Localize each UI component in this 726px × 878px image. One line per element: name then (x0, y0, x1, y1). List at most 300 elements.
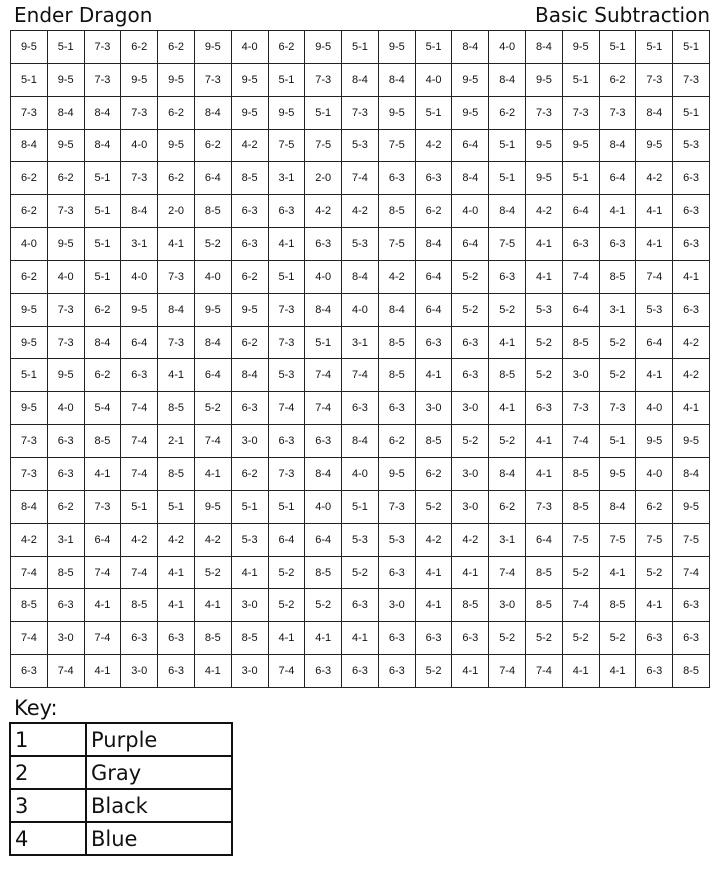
grid-cell: 8-4 (342, 425, 379, 458)
grid-cell: 7-4 (489, 557, 526, 590)
grid-cell: 8-5 (600, 589, 637, 622)
grid-cell: 6-3 (379, 162, 416, 195)
grid-cell: 6-3 (379, 622, 416, 655)
grid-cell: 6-2 (11, 261, 48, 294)
grid-cell: 4-2 (526, 195, 563, 228)
grid-cell: 4-2 (416, 524, 453, 557)
grid-cell: 3-1 (48, 524, 85, 557)
grid-cell: 4-1 (158, 228, 195, 261)
grid-cell: 7-3 (11, 97, 48, 130)
grid-cell: 5-3 (342, 228, 379, 261)
grid-cell: 6-3 (673, 228, 710, 261)
grid-cell: 4-1 (158, 589, 195, 622)
grid-cell: 6-2 (416, 195, 453, 228)
grid-cell: 6-3 (158, 655, 195, 688)
grid-cell: 7-3 (48, 327, 85, 360)
grid-cell: 8-4 (452, 162, 489, 195)
grid-cell: 4-1 (636, 359, 673, 392)
grid-cell: 4-2 (673, 359, 710, 392)
grid-cell: 3-0 (563, 359, 600, 392)
grid-cell: 8-5 (48, 557, 85, 590)
grid-cell: 7-4 (121, 425, 158, 458)
grid-cell: 4-2 (452, 524, 489, 557)
grid-cell: 9-5 (11, 327, 48, 360)
grid-cell: 3-1 (342, 327, 379, 360)
grid-cell: 5-1 (305, 327, 342, 360)
grid-cell: 9-5 (48, 228, 85, 261)
grid-cell: 7-4 (563, 261, 600, 294)
grid-cell: 7-4 (673, 557, 710, 590)
grid-cell: 8-5 (452, 589, 489, 622)
grid-cell: 8-4 (121, 195, 158, 228)
grid-cell: 4-1 (526, 261, 563, 294)
grid-cell: 6-3 (158, 622, 195, 655)
grid-cell: 4-1 (416, 589, 453, 622)
grid-cell: 3-0 (232, 589, 269, 622)
grid-cell: 6-3 (232, 392, 269, 425)
grid-cell: 8-4 (195, 97, 232, 130)
grid-cell: 8-4 (600, 491, 637, 524)
grid-cell: 5-1 (489, 162, 526, 195)
grid-cell: 5-1 (342, 491, 379, 524)
grid-cell: 5-1 (636, 31, 673, 64)
grid-cell: 7-4 (195, 425, 232, 458)
grid-cell: 4-0 (195, 261, 232, 294)
grid-cell: 7-4 (269, 392, 306, 425)
grid-cell: 8-4 (379, 294, 416, 327)
key-row (10, 789, 232, 822)
grid-cell: 3-0 (489, 589, 526, 622)
grid-cell: 9-5 (121, 294, 158, 327)
grid-cell: 3-1 (269, 162, 306, 195)
grid-cell: 7-3 (85, 64, 122, 97)
grid-cell: 6-3 (673, 162, 710, 195)
grid-cell: 7-4 (11, 622, 48, 655)
grid-cell: 4-1 (195, 458, 232, 491)
grid-cell: 9-5 (158, 130, 195, 163)
grid-cell: 6-3 (600, 228, 637, 261)
grid-cell: 7-4 (563, 589, 600, 622)
grid-cell: 8-5 (195, 195, 232, 228)
grid-cell: 6-3 (48, 458, 85, 491)
grid-cell: 6-3 (269, 195, 306, 228)
grid-cell: 8-4 (158, 294, 195, 327)
grid-cell: 9-5 (379, 31, 416, 64)
grid-cell: 5-2 (195, 228, 232, 261)
grid-cell: 8-4 (11, 130, 48, 163)
grid-cell: 7-3 (600, 392, 637, 425)
grid-cell: 8-5 (563, 327, 600, 360)
grid-cell: 3-0 (452, 458, 489, 491)
grid-cell: 7-5 (563, 524, 600, 557)
grid-cell: 5-2 (489, 622, 526, 655)
grid-cell: 6-2 (195, 130, 232, 163)
grid-cell: 5-4 (85, 392, 122, 425)
grid-cell: 6-3 (452, 359, 489, 392)
grid-cell: 8-5 (232, 622, 269, 655)
grid-cell: 9-5 (636, 425, 673, 458)
grid-cell: 4-1 (195, 655, 232, 688)
grid-cell: 8-5 (85, 425, 122, 458)
grid-cell: 9-5 (600, 458, 637, 491)
grid-cell: 9-5 (452, 97, 489, 130)
grid-cell: 4-0 (416, 64, 453, 97)
grid-cell: 8-4 (85, 327, 122, 360)
grid-cell: 8-5 (158, 392, 195, 425)
grid-cell: 4-2 (673, 327, 710, 360)
grid-cell: 6-3 (636, 622, 673, 655)
grid-cell: 4-1 (526, 425, 563, 458)
grid-cell: 9-5 (526, 162, 563, 195)
grid-cell: 5-1 (563, 162, 600, 195)
grid-cell: 8-5 (563, 491, 600, 524)
grid-cell: 9-5 (11, 31, 48, 64)
grid-cell: 4-0 (232, 31, 269, 64)
grid-cell: 5-1 (489, 130, 526, 163)
grid-cell: 6-2 (158, 162, 195, 195)
worksheet-title: Ender Dragon (14, 3, 153, 27)
grid-cell: 6-2 (269, 31, 306, 64)
grid-cell: 5-2 (342, 557, 379, 590)
grid-cell: 6-3 (379, 655, 416, 688)
grid-cell: 7-4 (269, 655, 306, 688)
grid-cell: 6-3 (342, 589, 379, 622)
grid-cell: 7-5 (379, 130, 416, 163)
grid-cell: 3-1 (489, 524, 526, 557)
grid-cell: 9-5 (673, 491, 710, 524)
grid-cell: 6-2 (636, 491, 673, 524)
key-number: 3 (10, 789, 86, 822)
grid-cell: 8-4 (11, 491, 48, 524)
grid-cell: 9-5 (195, 491, 232, 524)
grid-cell: 8-5 (158, 458, 195, 491)
grid-cell: 7-3 (673, 64, 710, 97)
grid-cell: 4-0 (48, 261, 85, 294)
grid-cell: 8-4 (342, 261, 379, 294)
grid-cell: 6-2 (158, 97, 195, 130)
grid-cell: 8-5 (526, 557, 563, 590)
grid-cell: 4-2 (342, 195, 379, 228)
grid-cell: 5-1 (121, 491, 158, 524)
grid-cell: 6-4 (85, 524, 122, 557)
grid-cell: 7-3 (342, 97, 379, 130)
grid-cell: 8-4 (452, 31, 489, 64)
grid-cell: 6-3 (305, 425, 342, 458)
grid-cell: 4-0 (636, 458, 673, 491)
grid-cell: 6-3 (269, 425, 306, 458)
grid-cell: 7-3 (121, 162, 158, 195)
grid-cell: 3-0 (121, 655, 158, 688)
grid-cell: 4-1 (563, 655, 600, 688)
grid-cell: 8-4 (673, 458, 710, 491)
grid-cell: 7-4 (636, 261, 673, 294)
grid-cell: 6-2 (232, 261, 269, 294)
grid-cell: 4-1 (269, 228, 306, 261)
grid-cell: 6-4 (305, 524, 342, 557)
grid-cell: 4-2 (158, 524, 195, 557)
grid-cell: 6-3 (379, 392, 416, 425)
grid-cell: 7-5 (305, 130, 342, 163)
grid-cell: 6-3 (305, 655, 342, 688)
grid-cell: 8-5 (526, 589, 563, 622)
grid-cell: 7-4 (563, 425, 600, 458)
grid-cell: 5-1 (269, 261, 306, 294)
grid-cell: 5-3 (342, 130, 379, 163)
grid-cell: 5-3 (379, 524, 416, 557)
grid-cell: 4-2 (11, 524, 48, 557)
grid-cell: 6-4 (269, 524, 306, 557)
grid-cell: 4-0 (636, 392, 673, 425)
grid-cell: 4-1 (342, 622, 379, 655)
key-color: Blue (86, 822, 232, 855)
grid-cell: 8-5 (563, 458, 600, 491)
grid-cell: 5-1 (11, 64, 48, 97)
key-number: 4 (10, 822, 86, 855)
grid-cell: 9-5 (158, 64, 195, 97)
grid-cell: 7-3 (305, 64, 342, 97)
grid-cell: 6-3 (11, 655, 48, 688)
grid-cell: 6-3 (48, 425, 85, 458)
grid-cell: 8-4 (379, 64, 416, 97)
grid-cell: 5-1 (11, 359, 48, 392)
grid-cell: 4-1 (636, 228, 673, 261)
grid-cell: 6-3 (526, 392, 563, 425)
grid-cell: 4-1 (526, 228, 563, 261)
grid-cell: 6-3 (673, 294, 710, 327)
grid-cell: 2-1 (158, 425, 195, 458)
grid-cell: 5-2 (416, 655, 453, 688)
grid-cell: 5-2 (452, 261, 489, 294)
grid-cell: 5-2 (489, 294, 526, 327)
grid-cell: 7-3 (636, 64, 673, 97)
grid-cell: 4-2 (416, 130, 453, 163)
grid-cell: 6-2 (489, 491, 526, 524)
grid-cell: 9-5 (452, 64, 489, 97)
grid-cell: 3-0 (232, 425, 269, 458)
grid-cell: 5-1 (305, 97, 342, 130)
grid-cell: 5-1 (600, 31, 637, 64)
grid-cell: 8-5 (600, 261, 637, 294)
grid-cell: 8-5 (195, 622, 232, 655)
grid-cell: 8-5 (379, 195, 416, 228)
grid-cell: 4-0 (121, 261, 158, 294)
grid-cell: 4-2 (636, 162, 673, 195)
grid-cell: 7-4 (526, 655, 563, 688)
grid-cell: 7-3 (48, 195, 85, 228)
grid-cell: 3-0 (452, 392, 489, 425)
subtraction-grid (10, 30, 710, 688)
grid-cell: 9-5 (526, 64, 563, 97)
grid-cell: 7-4 (121, 557, 158, 590)
grid-cell: 2-0 (305, 162, 342, 195)
grid-cell: 8-4 (489, 64, 526, 97)
grid-cell: 7-3 (563, 392, 600, 425)
grid-cell: 5-1 (269, 64, 306, 97)
grid-cell: 7-5 (379, 228, 416, 261)
grid-cell: 4-1 (600, 655, 637, 688)
grid-cell: 6-2 (232, 458, 269, 491)
grid-cell: 9-5 (195, 31, 232, 64)
grid-cell: 6-2 (11, 162, 48, 195)
grid-cell: 6-3 (342, 392, 379, 425)
grid-cell: 7-3 (563, 97, 600, 130)
grid-cell: 4-1 (452, 655, 489, 688)
grid-cell: 3-1 (121, 228, 158, 261)
grid-cell: 3-0 (48, 622, 85, 655)
grid-cell: 9-5 (379, 97, 416, 130)
grid-cell: 4-1 (85, 655, 122, 688)
grid-cell: 6-2 (416, 458, 453, 491)
grid-cell: 9-5 (563, 130, 600, 163)
grid-cell: 7-4 (48, 655, 85, 688)
key-row (10, 822, 232, 855)
grid-cell: 8-5 (232, 162, 269, 195)
grid-cell: 3-1 (600, 294, 637, 327)
grid-cell: 5-2 (526, 622, 563, 655)
grid-cell: 4-0 (452, 195, 489, 228)
grid-cell: 9-5 (48, 359, 85, 392)
grid-cell: 4-1 (673, 261, 710, 294)
grid-cell: 6-3 (232, 195, 269, 228)
grid-cell: 8-4 (636, 97, 673, 130)
grid-cell: 6-2 (85, 359, 122, 392)
page-header (0, 0, 726, 30)
grid-cell: 5-2 (452, 294, 489, 327)
grid-cell: 5-3 (636, 294, 673, 327)
grid-cell: 7-3 (158, 327, 195, 360)
grid-cell: 5-1 (85, 228, 122, 261)
grid-cell: 9-5 (563, 31, 600, 64)
grid-cell: 6-3 (563, 228, 600, 261)
grid-cell: 7-5 (673, 524, 710, 557)
grid-cell: 5-2 (305, 589, 342, 622)
grid-cell: 4-1 (158, 359, 195, 392)
grid-cell: 3-0 (232, 655, 269, 688)
grid-cell: 8-4 (600, 130, 637, 163)
key-label: Key: (14, 696, 58, 720)
grid-cell: 7-4 (121, 458, 158, 491)
worksheet-subtitle: Basic Subtraction (535, 3, 710, 27)
grid-cell: 6-2 (48, 491, 85, 524)
grid-cell: 6-3 (416, 162, 453, 195)
grid-cell: 5-2 (600, 359, 637, 392)
grid-cell: 6-3 (673, 622, 710, 655)
grid-cell: 4-1 (85, 458, 122, 491)
grid-cell: 6-4 (416, 261, 453, 294)
grid-cell: 4-1 (232, 557, 269, 590)
grid-cell: 8-4 (232, 359, 269, 392)
grid-cell: 5-3 (526, 294, 563, 327)
grid-cell: 4-1 (636, 195, 673, 228)
grid-cell: 9-5 (526, 130, 563, 163)
grid-cell: 6-4 (563, 294, 600, 327)
grid-cell: 9-5 (48, 64, 85, 97)
grid-cell: 8-4 (416, 228, 453, 261)
grid-cell: 5-1 (85, 261, 122, 294)
grid-cell: 7-3 (526, 97, 563, 130)
grid-cell: 9-5 (11, 392, 48, 425)
key-row (10, 756, 232, 789)
grid-cell: 3-0 (452, 491, 489, 524)
grid-cell: 6-3 (121, 359, 158, 392)
grid-cell: 6-3 (489, 261, 526, 294)
grid-cell: 5-1 (158, 491, 195, 524)
grid-cell: 6-4 (526, 524, 563, 557)
grid-cell: 8-4 (305, 458, 342, 491)
grid-cell: 4-1 (158, 557, 195, 590)
grid-cell: 7-4 (85, 557, 122, 590)
key-color: Purple (86, 723, 232, 756)
key-number: 1 (10, 723, 86, 756)
grid-cell: 4-2 (305, 195, 342, 228)
grid-cell: 6-4 (195, 162, 232, 195)
grid-cell: 8-4 (48, 97, 85, 130)
grid-cell: 7-4 (11, 557, 48, 590)
grid-cell: 8-4 (195, 327, 232, 360)
grid-cell: 6-4 (195, 359, 232, 392)
grid-cell: 4-0 (11, 228, 48, 261)
grid-cell: 6-4 (121, 327, 158, 360)
grid-cell: 6-3 (48, 589, 85, 622)
grid-cell: 6-2 (85, 294, 122, 327)
grid-cell: 6-3 (121, 622, 158, 655)
grid-cell: 9-5 (673, 425, 710, 458)
grid-cell: 8-5 (121, 589, 158, 622)
grid-cell: 6-3 (416, 327, 453, 360)
grid-cell: 6-3 (673, 589, 710, 622)
grid-cell: 9-5 (195, 294, 232, 327)
grid-cell: 8-5 (305, 557, 342, 590)
grid-cell: 5-2 (526, 359, 563, 392)
grid-cell: 4-2 (379, 261, 416, 294)
grid-cell: 9-5 (269, 97, 306, 130)
grid-cell: 6-2 (232, 327, 269, 360)
grid-cell: 4-0 (342, 294, 379, 327)
grid-cell: 9-5 (121, 64, 158, 97)
grid-cell: 8-5 (379, 327, 416, 360)
grid-cell: 4-1 (416, 557, 453, 590)
grid-cell: 4-0 (121, 130, 158, 163)
grid-cell: 9-5 (636, 130, 673, 163)
grid-cell: 5-1 (48, 31, 85, 64)
grid-cell: 6-3 (379, 557, 416, 590)
grid-cell: 7-3 (269, 458, 306, 491)
grid-cell: 5-1 (416, 31, 453, 64)
grid-cell: 5-2 (563, 557, 600, 590)
key-row (10, 723, 232, 756)
grid-cell: 9-5 (232, 64, 269, 97)
grid-cell: 5-1 (563, 64, 600, 97)
grid-cell: 4-0 (305, 491, 342, 524)
key-number: 2 (10, 756, 86, 789)
grid-cell: 4-1 (489, 327, 526, 360)
grid-cell: 5-1 (416, 97, 453, 130)
grid-cell: 4-1 (305, 622, 342, 655)
grid-cell: 4-2 (232, 130, 269, 163)
grid-cell: 4-0 (305, 261, 342, 294)
grid-cell: 7-5 (489, 228, 526, 261)
grid-cell: 8-4 (85, 97, 122, 130)
grid-cell: 7-3 (121, 97, 158, 130)
grid-cell: 8-4 (342, 64, 379, 97)
grid-cell: 5-2 (195, 557, 232, 590)
color-key-table (9, 722, 233, 856)
grid-cell: 4-0 (342, 458, 379, 491)
grid-cell: 4-2 (195, 524, 232, 557)
grid-cell: 5-1 (85, 162, 122, 195)
grid-cell: 7-3 (195, 64, 232, 97)
grid-cell: 7-4 (489, 655, 526, 688)
